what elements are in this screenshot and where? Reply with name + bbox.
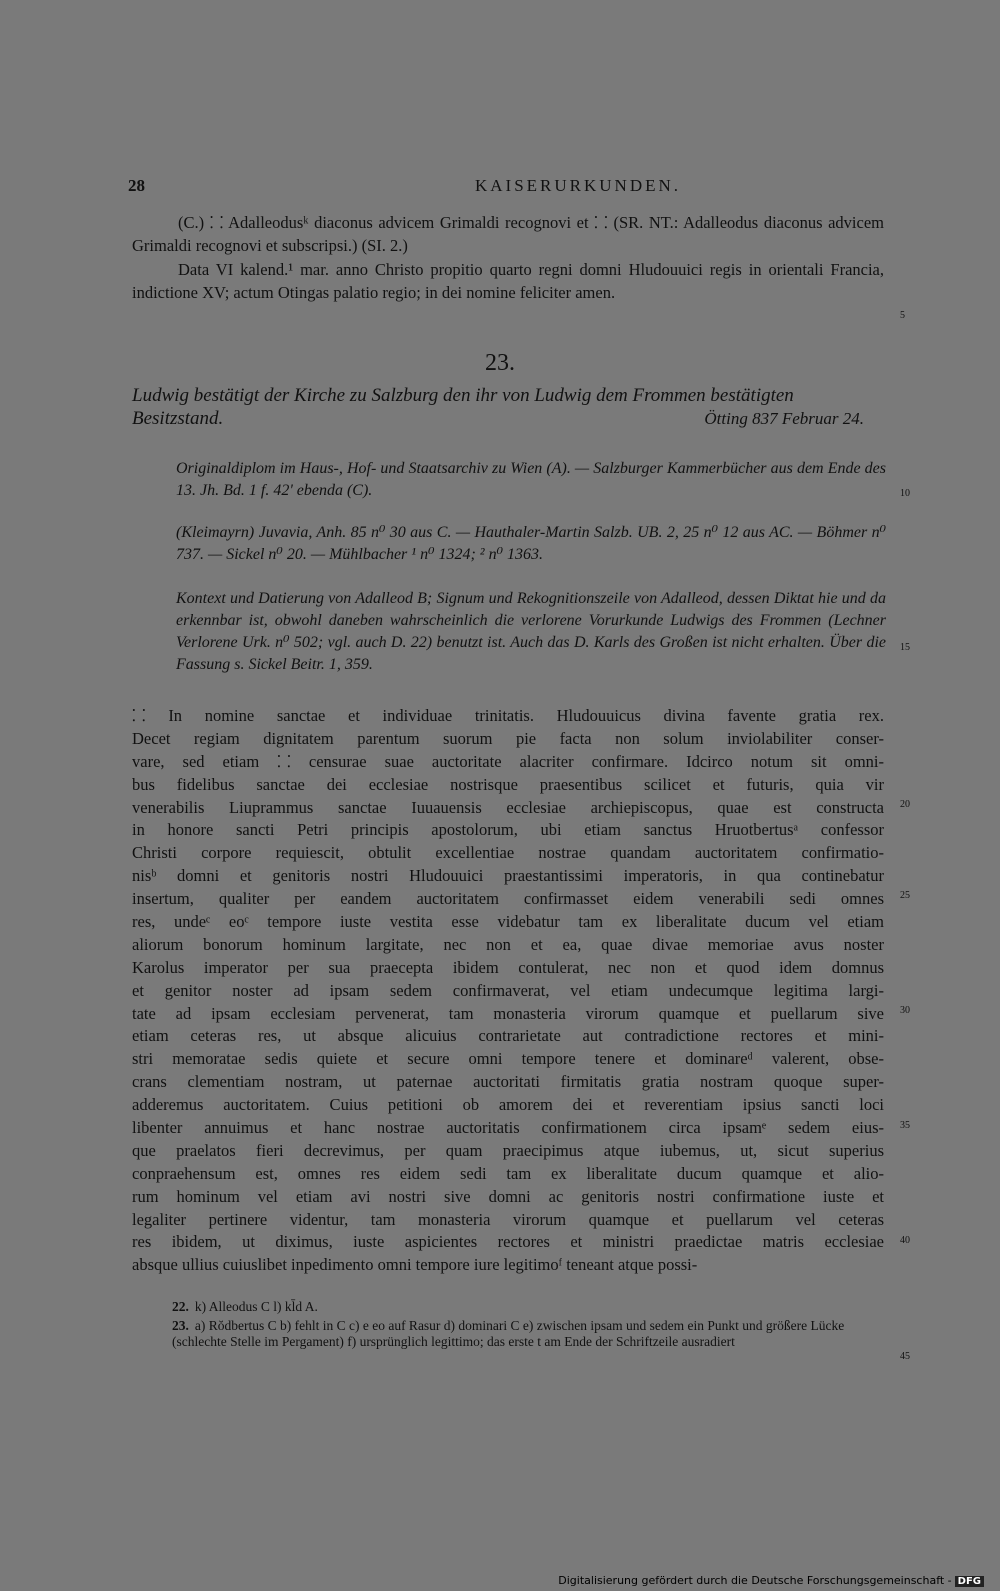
text-line: stri memoratae sedis quiete et secure omni tempore tenere et dominareᵈ valerent, obse- <box>132 1049 884 1069</box>
place-date: Ötting 837 Februar 24. <box>704 409 864 428</box>
line-number: 45 <box>900 1351 910 1362</box>
text-line: tate ad ipsam ecclesiam pervenerat, tam monasteria virorum quamque et puellarum sive <box>132 1003 884 1023</box>
note-tradition: Originaldiplom im Haus-, Hof- und Staatsarchiv zu Wien (A). — Salzburger Kammerbücher aus dem Ende des 13. Jh. Bd. 1 f. 42' ebenda (C). <box>176 460 886 499</box>
running-title: KAISERURKUNDEN. <box>474 176 682 195</box>
recognition-line: (C.) ⸬ Adalleodusᵏ diaconus advicem Grimaldi recognovi et ⸬ (SR. NT.: Adalleodus diaconus advicem Grimaldi recognovi et subscripsi.) (SI. 2.) <box>132 213 884 256</box>
text-line: Christi corpore requiescit, obtulit excellentiae nostrae quandam auctoritatem confirmatio- <box>132 843 884 863</box>
text-line: Decet regiam dignitatem parentum suorum pie facta non solum inviolabiliter conser- <box>132 728 884 748</box>
text-line: ⸬ In nomine sanctae et individuae trinitatis. Hludouuicus divina favente gratia rex. <box>132 706 884 725</box>
text-line: vare, sed etiam ⸬ censurae suae auctoritate alacriter confirmare. Idcirco notum sit omni- <box>132 751 884 771</box>
text-line: absque ullius cuiuslibet inpedimento omni tempore iure legitimoᶠ teneant atque possi- <box>132 1255 698 1275</box>
charter-text <box>132 705 884 1277</box>
text-line: crans clementiam nostram, ut paternae auctoritati firmitatis gratia nostram quoque super- <box>132 1072 884 1092</box>
line-number: 10 <box>900 488 910 499</box>
text-line: Karolus imperator per sua praecepta ibidem contulerat, nec non et quod idem domnus <box>132 957 884 977</box>
footer-text: Digitalisierung gefördert durch die Deutsche Forschungsgemeinschaft - <box>558 1574 952 1587</box>
line-number: 30 <box>900 1005 910 1016</box>
text-line: in honore sancti Petri principis apostolorum, ubi etiam sanctus Hruotbertusᵃ confessor <box>132 820 884 840</box>
text-line: rum hominum vel etiam avi nostri sive domni ac genitoris nostri confirmatione iuste et <box>132 1186 884 1206</box>
text-line: que praelatos fieri decrevimus, per quam praecipimus atque iubemus, ut, sicut superius <box>132 1140 884 1160</box>
footnote-label: 22. <box>172 1299 189 1314</box>
footnote-text: k) Alleodus C l) kl̄d A. <box>194 1299 318 1314</box>
note-commentary: Kontext und Datierung von Adalleod B; Signum und Rekognitionszeile von Adalleod, dessen Diktat hie und da erkennbar ist, obwohl daneben wahrscheinlich die verlorene Vorurkunde Ludwigs des Frommen (Lechner Verlorene Urk. n⁰ 502; vgl. auch D. 22) benutzt ist. Auch das D. Karls des Großen ist nicht erhalten. Über die Fassung s. Sickel Beitr. 1, 359. <box>176 590 886 673</box>
text-line: res ibidem, ut diximus, iuste aspicientes rectores et ministri praedictae matris ecclesiae <box>132 1232 884 1252</box>
text-line: venerabilis Liuprammus sanctae Iuuauensis ecclesiae archiepiscopus, quae est constructa <box>132 797 884 817</box>
dating-line: Data VI kalend.¹ mar. anno Christo propitio quarto regni domni Hludouuici regis in orientali Francia, indictione XV; actum Otingas palatio regio; in dei nomine feliciter amen. <box>132 259 884 302</box>
footnote-23 <box>172 1318 887 1350</box>
text-line: insertum, qualiter per eandem auctoritatem confirmasset eidem venerabili sedi omnes <box>132 889 884 909</box>
footnote-label: 23. <box>172 1318 189 1333</box>
regest-text: Ludwig bestätigt der Kirche zu Salzburg den ihr von Ludwig dem Frommen bestätigten Besitzstand. <box>132 385 794 429</box>
text-line: adderemus auctoritatem. Cuius petitioni ob amorem dei et reverentiam ipsius sancti loci <box>132 1095 884 1115</box>
line-number: 40 <box>900 1235 910 1246</box>
text-line: etiam ceteras res, ut absque alicuius contrarietate aut contradictione rectores et mini- <box>132 1026 884 1046</box>
footnote-text: a) Rŏdbertus C b) fehlt in C c) e eo auf Rasur d) dominari C e) zwischen ipsam und sedem ein Punkt und größere Lücke (schlechte Stelle im Pergament) f) ursprünglich legittimo; das erste t am Ende der Schriftzeile ausradiert <box>172 1318 845 1349</box>
document-number: 23. <box>485 350 515 376</box>
page-number: 28 <box>128 176 145 195</box>
regest <box>132 384 884 430</box>
line-number: 5 <box>900 310 905 321</box>
text-line: nisᵇ domni et genitoris nostri Hludouuici praestantissimi imperatoris, in qua continebatur <box>132 866 884 886</box>
line-number: 25 <box>900 890 910 901</box>
text-line: conpraehensum est, omnes res eidem sedi tam ex liberalitate ducum quamque et alio- <box>132 1163 884 1183</box>
line-number: 20 <box>900 799 910 810</box>
text-line: res, undeᶜ eoᶜ tempore iuste vestita esse videbatur tam ex liberalitate ducum vel etiam <box>132 912 884 932</box>
line-number: 15 <box>900 642 910 653</box>
text-line: legaliter pertinere videntur, tam monasteria virorum quamque et puellarum vel ceteras <box>132 1209 884 1229</box>
text-line: et genitor noster ad ipsam sedem confirmaverat, vel etiam undecumque legitima largi- <box>132 980 884 1000</box>
footnote-22 <box>172 1299 887 1315</box>
dfg-logo: DFG <box>955 1576 984 1587</box>
text-line: aliorum bonorum hominum largitate, nec non et ea, quae divae memoriae avus noster <box>132 934 884 954</box>
text-line: libenter annuimus et hanc nostrae auctoritatis confirmationem circa ipsamᵉ sedem eius- <box>132 1118 884 1138</box>
text-line: bus fidelibus sanctae dei ecclesiae nostrisque praesentibus scilicet et futuris, quia vir <box>132 774 884 794</box>
note-editions: (Kleimayrn) Juvavia, Anh. 85 n⁰ 30 aus C. — Hauthaler-Martin Salzb. UB. 2, 25 n⁰ 12 aus AC. — Böhmer n⁰ 737. — Sickel n⁰ 20. — Mühlbacher ¹ n⁰ 1324; ² n⁰ 1363. <box>176 524 886 563</box>
funding-footer <box>558 1574 984 1587</box>
line-number: 35 <box>900 1120 910 1131</box>
top-block <box>132 211 884 304</box>
